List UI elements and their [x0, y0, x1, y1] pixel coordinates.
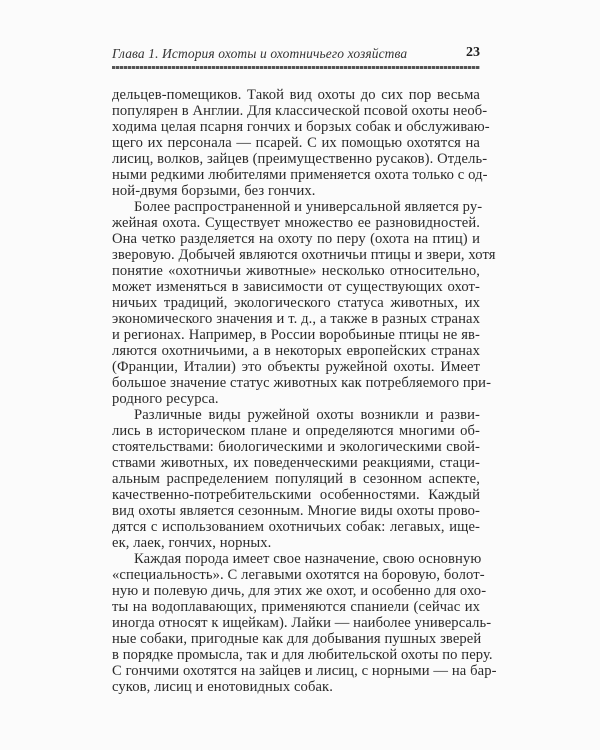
text-line: Различные виды ружейной охоты возникли и разви-: [134, 407, 480, 423]
text-line: качественно-потребительскими особенностями. Каждый: [112, 487, 480, 503]
text-line: понятие «охотничьи животные» несколько относительно,: [112, 263, 480, 279]
text-line: Каждая порода имеет свое назначение, свою основную: [134, 551, 482, 567]
text-line: лисиц, волков, зайцев (преимущественно русаков). Отдель-: [112, 151, 488, 167]
text-line: Она четко разделяется на охоту по перу (охота на птиц) и: [112, 231, 480, 247]
text-line: жейная охота. Существует множество ее разновидностей.: [112, 215, 480, 231]
paragraph: [112, 551, 497, 695]
text-line: суков, лисиц и енотовидных собак.: [112, 679, 333, 695]
text-line: ствами животных, их поведенческими реакциями, стаци-: [112, 455, 480, 471]
text-line: ляются охотничьими, а в некоторых европейских странах: [112, 343, 480, 359]
text-line: ничьих традиций, экологического статуса животных, их: [112, 295, 480, 311]
header-rule: [112, 66, 480, 69]
text-line: лись в историческом плане и определяются многими об-: [112, 423, 480, 439]
paragraph: [112, 199, 496, 407]
text-line: дельцев-помещиков. Такой вид охоты до сих пор весьма: [112, 87, 480, 103]
text-line: зверовую. Добычей являются охотничьи птицы и звери, хотя: [112, 247, 496, 263]
text-line: родного ресурса.: [112, 391, 219, 407]
text-line: ек, лаек, гончих, норных.: [112, 535, 272, 551]
text-line: может изменяться в зависимости от существующих охот-: [112, 279, 480, 295]
text-line: и регионах. Например, в России воробьиные птицы не яв-: [112, 327, 480, 343]
chapter-title: Глава 1. История охоты и охотничьего хозяйства: [112, 46, 408, 61]
text-line: стоятельствами: биологическими и экологическими свой-: [112, 439, 480, 455]
text-line: (Франции, Италии) это объекты ружейной охоты. Имеет: [112, 359, 480, 375]
text-line: ную и полевую дичь, для этих же охот, и особенно для охо-: [112, 583, 487, 599]
text-line: иногда относят к ищейкам). Лайки — наиболее универсаль-: [112, 615, 492, 631]
text-line: «специальность». С легавыми охотятся на боровую, болот-: [112, 567, 485, 583]
text-line: дятся с использованием охотничьих собак: легавых, ище-: [112, 519, 480, 535]
text-line: ной-двумя борзыми, без гончих.: [112, 183, 316, 199]
text-line: щего их персонала — псарей. С их помощью охотятся на: [112, 135, 480, 151]
text-line: ходима целая псарня гончих и борзых собак и обслуживаю-: [112, 119, 490, 135]
text-line: ты на водоплавающих, применяются спаниели (сейчас их: [112, 599, 480, 615]
text-line: Более распространенной и универсальной является ру-: [134, 199, 483, 215]
text-line: С гончими охотятся на зайцев и лисиц, с норными — на бар-: [112, 663, 497, 679]
text-line: большое значение статус животных как потребляемого при-: [112, 375, 492, 391]
text-line: вид охоты является сезонным. Многие виды охоты прово-: [112, 503, 480, 519]
text-line: в порядке промысла, так и для любительской охоты по перу.: [112, 647, 493, 663]
text-line: экономического значения и т. д., а также в разных странах: [112, 311, 480, 327]
paragraph: [112, 407, 480, 551]
text-line: альным распределением популяций в сезонном аспекте,: [112, 471, 480, 487]
paragraph: [112, 87, 490, 199]
running-header: [112, 46, 480, 64]
text-line: ные собаки, пригодные как для добывания пушных зверей: [112, 631, 482, 647]
page-body: [112, 87, 497, 695]
page-number: 23: [466, 45, 480, 60]
text-line: популярен в Англии. Для классической псовой охоты необ-: [112, 103, 488, 119]
text-line: ными редкими любителями применяется охота только с од-: [112, 167, 488, 183]
